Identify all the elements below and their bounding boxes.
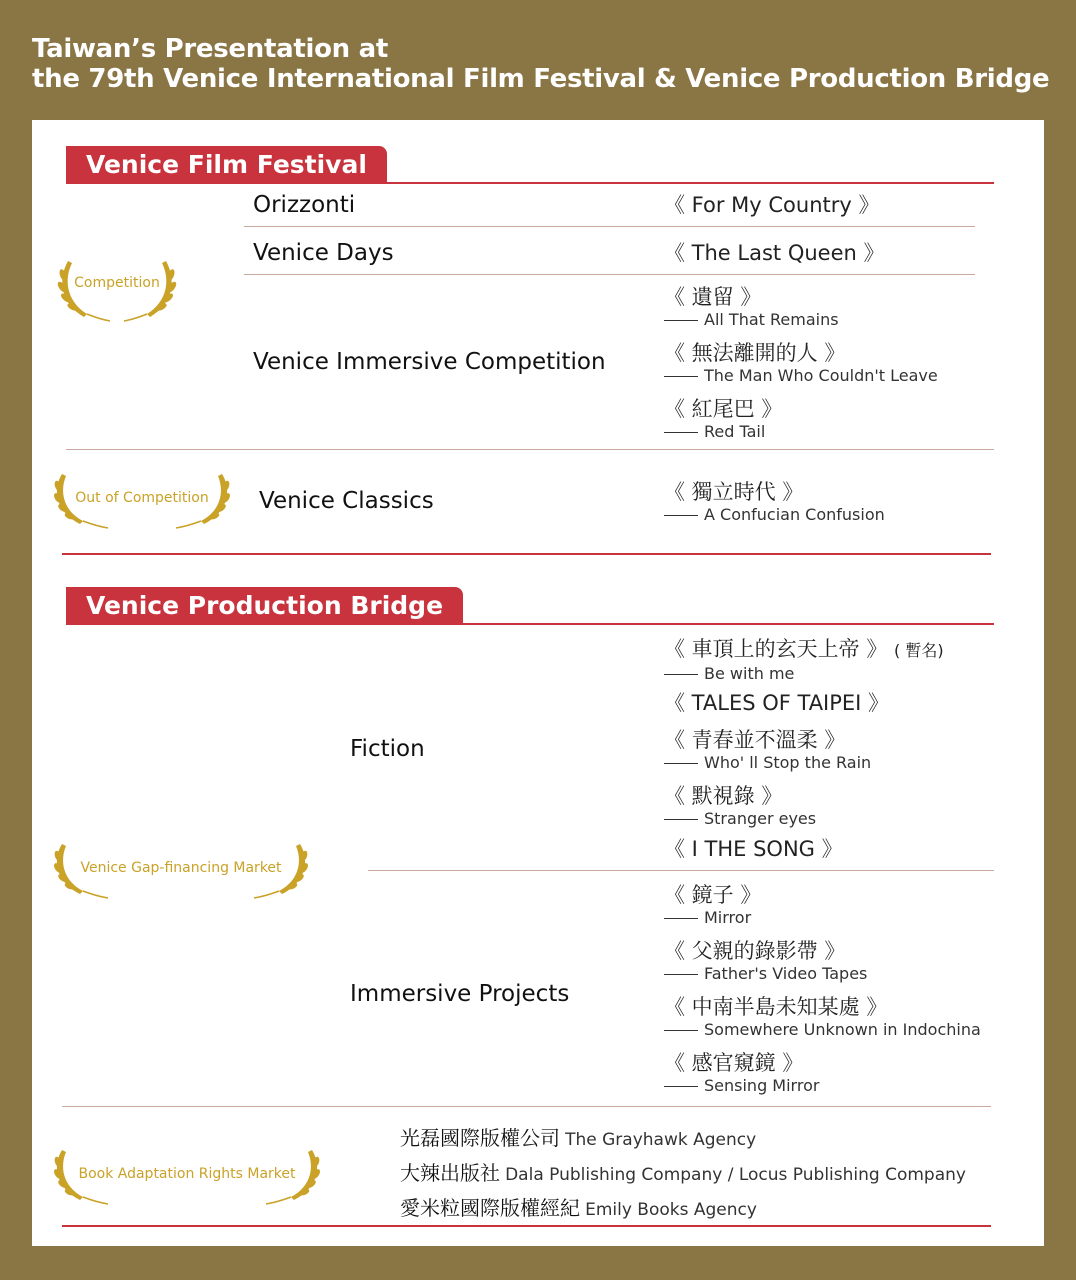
- category-venice-days: Venice Days: [253, 240, 394, 266]
- dash-line: [664, 819, 698, 820]
- film-title-en: The Man Who Couldn't Leave: [704, 366, 938, 385]
- film-entry: [664, 690, 889, 716]
- row-divider: [368, 870, 994, 871]
- film-title-en-row: [664, 422, 782, 442]
- film-entry: [664, 882, 761, 928]
- row-divider: [244, 274, 975, 275]
- agency-entry: [400, 1157, 966, 1186]
- film-title-en: A Confucian Confusion: [704, 505, 885, 524]
- film-title-en: All That Remains: [704, 310, 839, 329]
- film-title-en: Mirror: [704, 908, 752, 927]
- film-entry: [664, 284, 839, 330]
- film-title-en-row: [664, 1076, 819, 1096]
- laurel-out-of-competition: [52, 470, 232, 532]
- film-title-en: Stranger eyes: [704, 809, 817, 828]
- category-immersive-projects: Immersive Projects: [350, 981, 570, 1007]
- film-entry: [664, 783, 816, 829]
- film-title-zh: 《 遺留 》: [664, 285, 762, 309]
- dash-line: [664, 320, 698, 321]
- agency-entry: [400, 1192, 757, 1221]
- film-title-en-row: [664, 908, 761, 928]
- film-entry: [664, 1050, 819, 1096]
- film-title-zh: 《 I THE SONG 》: [664, 837, 843, 861]
- laurel-label-competition: Competition: [74, 275, 160, 291]
- category-immersive-competition: Venice Immersive Competition: [253, 349, 606, 375]
- film-title-en: Sensing Mirror: [704, 1076, 820, 1095]
- film-title-en-row: [664, 809, 816, 829]
- title-line-2: the 79th Venice International Film Festival & Venice Production Bridge: [32, 64, 1050, 94]
- section-divider: [62, 1225, 991, 1227]
- agency-name-zh: 光磊國際版權公司: [400, 1126, 560, 1150]
- content-panel: [32, 120, 1044, 1246]
- film-title: 《 The Last Queen 》: [664, 241, 885, 265]
- section-tab-production-bridge: Venice Production Bridge: [66, 587, 463, 624]
- film-title-en-row: [664, 505, 885, 525]
- film-entry: [664, 727, 871, 773]
- film-title-zh: 《 感官窺鏡 》: [664, 1051, 804, 1075]
- title-line-1: Taiwan’s Presentation at: [32, 34, 388, 64]
- section-divider: [66, 623, 994, 625]
- film-title-zh: 《 車頂上的玄天上帝 》: [664, 637, 888, 661]
- film-title-en-row: [664, 1020, 981, 1040]
- film-note: ( 暫名): [894, 641, 944, 660]
- film-entry: [664, 340, 938, 386]
- film-for-my-country: [664, 192, 880, 218]
- film-title-en: Who' ll Stop the Rain: [704, 753, 872, 772]
- film-title-zh: 《 青春並不溫柔 》: [664, 728, 846, 752]
- film-entry: [664, 836, 843, 862]
- film-title-zh: 《 獨立時代 》: [664, 480, 804, 504]
- film-title-en: Red Tail: [704, 422, 766, 441]
- film-title-en-row: [664, 964, 867, 984]
- film-title-zh: 《 父親的錄影帶 》: [664, 939, 846, 963]
- film-title-zh: 《 TALES OF TAIPEI 》: [664, 691, 890, 715]
- film-title-zh-row: [664, 636, 944, 664]
- laurel-label-out-of-competition: Out of Competition: [75, 490, 209, 506]
- agency-name-zh: 大辣出版社: [400, 1161, 500, 1185]
- row-divider: [62, 1106, 991, 1107]
- laurel-gap-financing: [52, 840, 310, 902]
- page-title: [32, 34, 1049, 94]
- section-divider: [62, 553, 991, 555]
- film-title-en: Father's Video Tapes: [704, 964, 868, 983]
- laurel-competition: [54, 255, 180, 325]
- agency-name-zh: 愛米粒國際版權經紀: [400, 1196, 580, 1220]
- dash-line: [664, 432, 698, 433]
- film-title-zh: 《 默視錄 》: [664, 784, 783, 808]
- dash-line: [664, 918, 698, 919]
- film-title-en: Be with me: [704, 664, 795, 683]
- row-divider: [66, 449, 994, 450]
- agency-entry: [400, 1122, 756, 1151]
- film-title-en-row: [664, 310, 839, 330]
- dash-line: [664, 763, 698, 764]
- laurel-label-gap-financing: Venice Gap-financing Market: [80, 860, 282, 876]
- film-entry: [664, 636, 944, 684]
- dash-line: [664, 376, 698, 377]
- dash-line: [664, 974, 698, 975]
- dash-line: [664, 1030, 698, 1031]
- agency-name-en: The Grayhawk Agency: [565, 1130, 757, 1150]
- film-title-en-row: [664, 664, 944, 684]
- film-entry: [664, 396, 782, 442]
- laurel-label-book-adaptation: Book Adaptation Rights Market: [78, 1166, 296, 1182]
- film-entry: [664, 938, 867, 984]
- laurel-book-adaptation: [52, 1146, 322, 1208]
- film-entry: [664, 994, 981, 1040]
- category-fiction: Fiction: [350, 736, 425, 762]
- film-title-zh: 《 中南半島未知某處 》: [664, 995, 888, 1019]
- film-title-zh: 《 鏡子 》: [664, 883, 762, 907]
- category-venice-classics: Venice Classics: [259, 488, 434, 514]
- film-title-zh: 《 無法離開的人 》: [664, 341, 846, 365]
- agency-name-en: Emily Books Agency: [585, 1200, 757, 1220]
- section-divider: [66, 182, 994, 184]
- film-the-last-queen: [664, 240, 885, 266]
- section-tab-film-festival: Venice Film Festival: [66, 146, 387, 183]
- row-divider: [244, 226, 975, 227]
- film-title-en-row: [664, 753, 871, 773]
- category-orizzonti: Orizzonti: [253, 192, 356, 218]
- film-title-zh: 《 紅尾巴 》: [664, 397, 783, 421]
- film-title-en: Somewhere Unknown in Indochina: [704, 1020, 981, 1039]
- film-title: 《 For My Country 》: [664, 193, 880, 217]
- agency-name-en: Dala Publishing Company / Locus Publishing Company: [505, 1165, 966, 1185]
- film-title-en-row: [664, 366, 938, 386]
- dash-line: [664, 674, 698, 675]
- film-a-confucian-confusion: [664, 479, 885, 525]
- dash-line: [664, 515, 698, 516]
- dash-line: [664, 1086, 698, 1087]
